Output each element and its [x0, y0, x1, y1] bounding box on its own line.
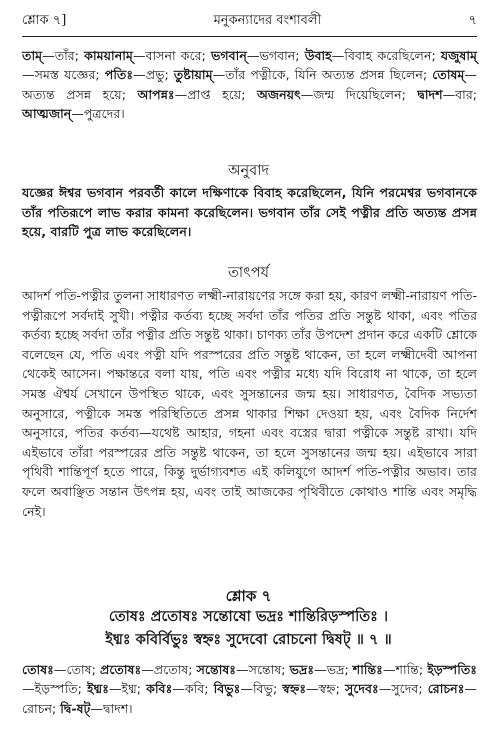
synonym-meaning: —প্রভু;	[133, 67, 174, 83]
translation-heading: অনুবাদ	[227, 163, 270, 179]
synonym-word: দ্বাদশ	[417, 86, 443, 102]
synonym-word: সন্তোষঃ	[196, 662, 237, 677]
purport-text: আদর্শ পতি-পত্নীর তুলনা সাধারণত লক্ষ্মী-নারায়ণের সঙ্গে করা হয়, কারণ লক্ষ্মী-নারায়ণ পতি-পত্নীরূপে সর্বদাই সুখী। পত্নীর কর্তব্য হচ্ছে সর্বদা তাঁর পতির প্রতি সন্তুষ্ট থাকা, এবং পতির কর্তব্য হচ্ছে সর্বদা তাঁর পত্নীর প্রতি সন্তুষ্ট থাকা। চাণক্য তাঁর উপদেশ প্রদান করে একটি শ্লোকে বলেছেন যে, পতি এবং পত্নী যদি পরস্পরের প্রতি সন্তুষ্ট থাকেন, তা হলে লক্ষ্মীদেবী আপনা থেকেই আসেন। পক্ষান্তরে বলা যায়, পতি এবং পত্নীর মধ্যে যদি বিরোধ না থাকে, তা হলে সমস্ত ঐশ্বর্য সেখানে উপস্থিত থাকে, এবং সুসন্তানের জন্ম হয়। সাধারণত, বৈদিক সভ্যতা অনুসারে, পত্নীকে সমস্ত পরিস্থিতিতে প্রসন্ন থাকার শিক্ষা দেওয়া হয়, এবং বৈদিক নির্দেশ অনুসারে, পতির কর্তব্য—যথেষ্ট আহার, গহনা এবং বস্ত্রের দ্বারা পত্নীকে সন্তুষ্ট রাখা। যদি এইভাবে তাঁরা পরস্পরের প্রতি সন্তুষ্ট থাকেন, তা হলে সুসন্তানের জন্ম হয়। এইভাবে সারা পৃথিবী শান্তিপূর্ণ হতে পারে, কিন্তু দুর্ভাগ্যবশত এই কলিযুগে আদর্শ পতি-পত্নীর অভাব। তার ফলে অবাঞ্ছিত সন্তান উৎপন্ন হয়, এবং তাই আজকের পৃথিবীতে কোথাও শান্তি এবং সমৃদ্ধি নেই।	[22, 288, 477, 519]
header-verse-ref: শ্লোক ৭]	[22, 12, 67, 28]
verse-line-1: তোষঃ প্রতোষঃ সন্তোষো ভদ্রঃ শান্তিরিড়স্পতিঃ ।	[108, 609, 389, 625]
synonym-word: আত্মজান্	[22, 105, 72, 121]
synonym-meaning: —প্রতোষ;	[141, 662, 197, 677]
synonym-word: উবাহ	[304, 48, 332, 63]
synonym-meaning: —স্বহ্ন;	[306, 681, 346, 697]
synonym-meaning: —পুত্রদের।	[71, 105, 125, 121]
synonym-meaning: —সুদেব;	[378, 681, 428, 697]
purport-heading: তাৎপর্য	[227, 265, 270, 281]
synonym-word: পতিঃ	[104, 67, 134, 83]
synonym-meaning: —জন্ম দিয়েছিলেন;	[300, 86, 418, 102]
synonym-meaning: —সমস্ত যজ্ঞের;	[22, 67, 105, 83]
synonym-word: সুদেবঃ	[345, 681, 379, 697]
synonyms-paragraph	[22, 660, 477, 718]
synonym-meaning: —বাসনা করে;	[132, 48, 212, 63]
synonym-word: প্রতোষঃ	[99, 662, 142, 677]
synonym-word: ভগবান্	[211, 48, 247, 63]
verse-heading: শ্লোক ৭	[225, 587, 272, 605]
verse-line-2: ইধ্মঃ কবির্বিভুঃ স্বহ্নঃ সুদেবো রোচনো দ্বিষট্ ॥ ৭ ॥	[105, 632, 392, 648]
translation-text: যজ্ঞের ঈশ্বর ভগবান পরবর্তী কালে দক্ষিণাকে বিবাহ করেছিলেন, যিনি পরমেশ্বর ভগবানকে তাঁর পতিরূপে লাভ করার কামনা করেছিলেন। ভগবান তাঁর সেই পত্নীর প্রতি অত্যন্ত প্রসন্ন হয়ে, বারটি পুত্র লাভ করেছিলেন।	[22, 185, 477, 239]
synonym-word: তোষঃ	[22, 662, 54, 677]
synonym-word: কবিঃ	[146, 681, 173, 697]
synonym-meaning: —বার;	[442, 86, 477, 102]
synonym-word: তোষম্	[432, 67, 465, 83]
synonym-word: ইধ্মঃ	[86, 681, 109, 697]
synonym-meaning: —সন্তোষ;	[236, 662, 290, 677]
synonym-word: রোচনঃ	[427, 681, 465, 697]
synonym-word: আপন্নঃ	[137, 86, 175, 102]
synonym-meaning: —ইড়স্পতি;	[22, 681, 87, 697]
synonym-meaning: —ভদ্র;	[314, 662, 353, 677]
synonym-meaning: —তাঁর পত্নীকে, যিনি অত্যন্ত প্রসন্ন ছিলেন;	[212, 67, 433, 83]
synonym-meaning: —বিবাহ করেছিলেন;	[331, 48, 441, 63]
synonym-word: অজনয়ৎ	[256, 86, 301, 102]
synonym-word: শান্তিঃ	[352, 662, 383, 677]
synonyms-bottom	[22, 660, 477, 718]
synonym-meaning: —প্রাপ্ত হয়ে;	[174, 86, 257, 102]
synonym-meaning: —বিভু;	[240, 681, 283, 697]
synonym-word: স্বহ্নঃ	[282, 681, 307, 697]
synonym-meaning: —দ্বাদশ।	[90, 700, 133, 716]
synonym-word: ভদ্রঃ	[289, 662, 315, 677]
purport-block	[22, 286, 477, 521]
synonym-word: দ্বি-ষট্	[60, 700, 91, 716]
synonym-word: তাম্	[22, 48, 43, 63]
synonyms-paragraph	[22, 46, 477, 123]
synonym-word: কাময়ানাম্	[84, 48, 133, 63]
synonym-word: বিভুঃ	[213, 681, 241, 697]
synonym-word: তুষ্টায়াম্	[173, 67, 213, 83]
synonym-word: যজুষাম্	[440, 48, 478, 63]
translation-block	[22, 183, 477, 242]
synonym-word: ইড়স্পতিঃ	[427, 662, 477, 677]
header-chapter-title: মনুকন্যাদের বংশাবলী	[213, 12, 322, 28]
synonym-meaning: —কবি;	[172, 681, 214, 697]
synonym-meaning: —ভগবান;	[246, 48, 305, 63]
header-page-number: ৭	[468, 12, 477, 28]
synonyms-top	[22, 46, 477, 123]
synonym-meaning: —তাঁর;	[42, 48, 85, 63]
synonym-meaning: —অত্যন্ত প্রসন্ন হয়ে;	[22, 67, 478, 102]
synonym-meaning: —শান্তি;	[382, 662, 428, 677]
synonym-meaning: —রোচন;	[22, 681, 477, 716]
page-header	[22, 8, 477, 34]
synonym-meaning: —ইধ্ম;	[108, 681, 147, 697]
synonym-meaning: —তোষ;	[53, 662, 100, 677]
header-divider	[22, 36, 477, 37]
